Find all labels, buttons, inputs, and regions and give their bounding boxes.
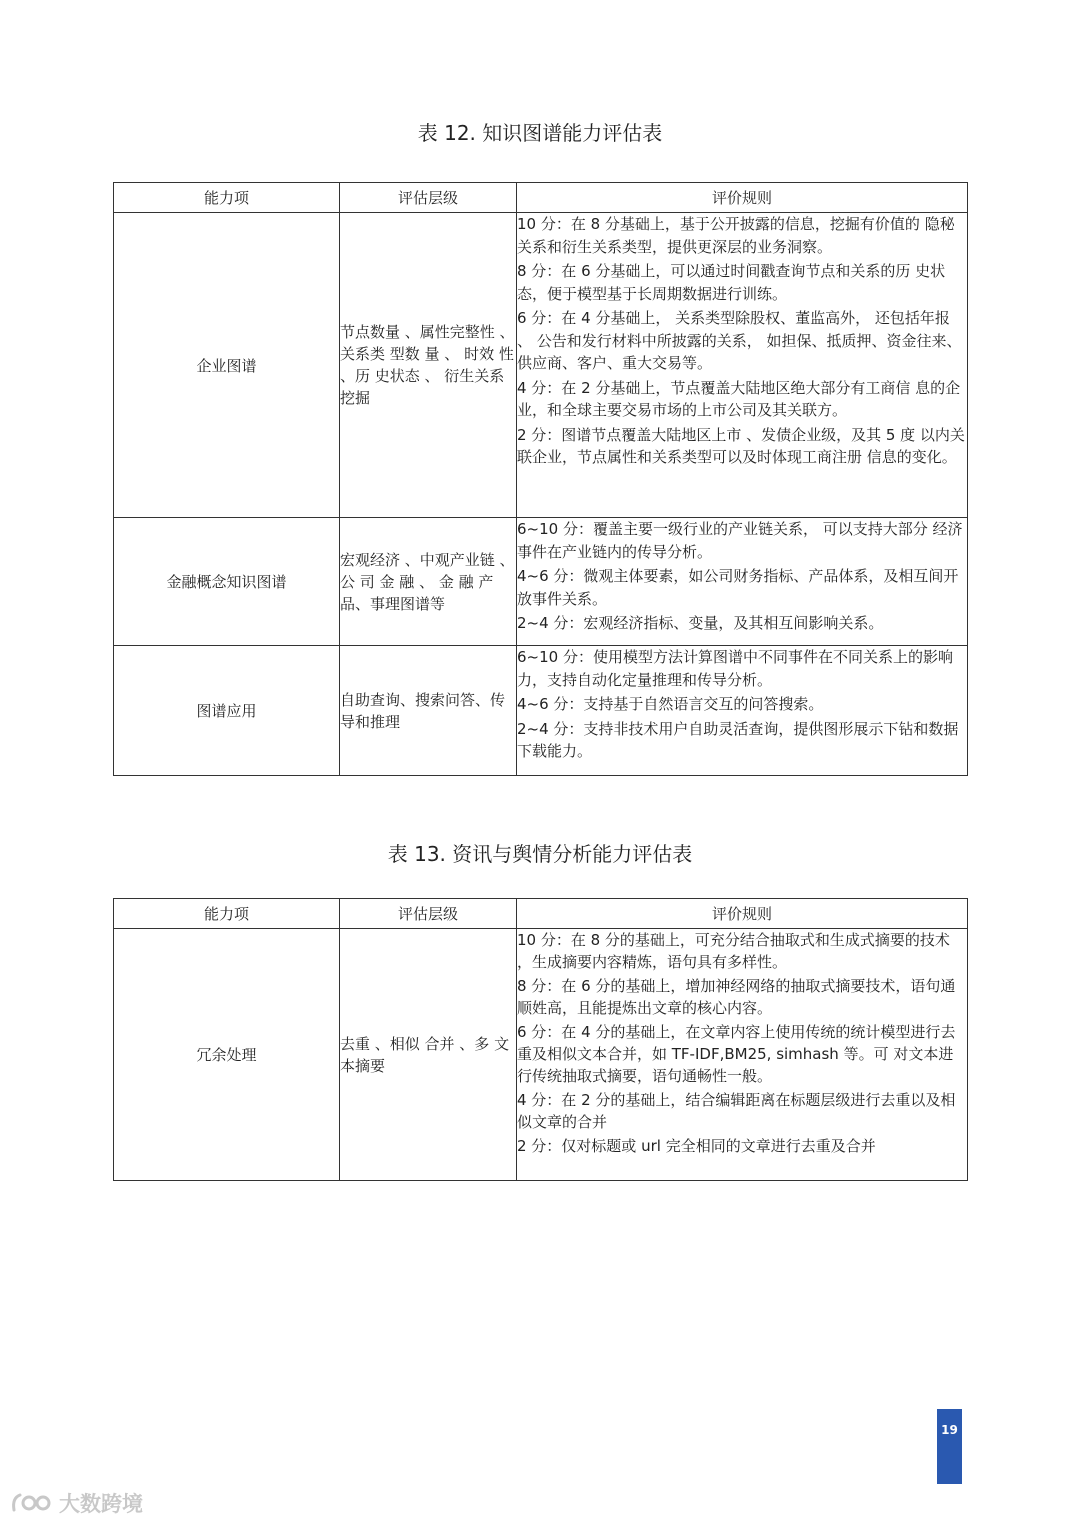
rule-line: 2 分：仅对标题或 url 完全相同的文章进行去重及合并: [517, 1137, 876, 1155]
table12-caption: 表 12. 知识图谱能力评估表: [417, 121, 663, 145]
header-level: 评估层级: [340, 183, 517, 213]
table-row: [114, 929, 968, 1181]
rule-line: 6~10 分：使用模型方法计算图谱中不同事件在不同关系上的影响力，支持自动化定量推理和传导分析。: [517, 648, 953, 689]
header-rules: 评价规则: [517, 183, 968, 213]
level-cell: 自助查询、搜索问答、传导和推理: [340, 646, 517, 776]
rules-cell: [517, 929, 968, 1181]
level-cell: 节点数量 、属性完整性 、关系类 型数 量 、 时效 性 、历 史状态 、 衍生关系挖掘: [340, 213, 517, 518]
rules-cell: [517, 646, 968, 776]
rule-line: 8 分：在 6 分的基础上，增加神经网络的抽取式摘要技术，语句通顺姓高，且能提炼出文章的核心内容。: [517, 977, 956, 1017]
header-capability: 能力项: [114, 183, 340, 213]
page-number: 19: [941, 1423, 958, 1437]
rule-line: 6 分：在 4 分基础上， 关系类型除股权、董监高外， 还包括年报 、 公告和发行材料中所披露的关系， 如担保、抵质押、资金往来、供应商、客户、重大交易等。: [517, 309, 962, 372]
table12: [113, 182, 968, 776]
capability-cell: 图谱应用: [114, 646, 340, 776]
rules-cell: [517, 518, 968, 646]
table-row: [114, 213, 968, 518]
table-row: [114, 518, 968, 646]
rule-line: 4~6 分：支持基于自然语言交互的问答搜索。: [517, 695, 824, 713]
level-cell: 宏观经济 、中观产业链 、 公 司 金 融 、 金 融 产品、事理图谱等: [340, 518, 517, 646]
table-header-row: [114, 183, 968, 213]
rule-line: 4 分：在 2 分的基础上，结合编辑距离在标题层级进行去重以及相似文章的合并: [517, 1091, 956, 1131]
rule-line: 2 分：图谱节点覆盖大陆地区上市 、发债企业级，及其 5 度 以内关联企业，节点属性和关系类型可以及时体现工商注册 信息的变化。: [517, 425, 965, 466]
rule-line: 6~10 分：覆盖主要一级行业的产业链关系， 可以支持大部分 经济事件在产业链内的传导分析。: [517, 520, 963, 561]
level-cell: 去重 、相似 合并 、多 文本摘要: [340, 929, 517, 1181]
page-number-tab: [937, 1409, 962, 1484]
capability-cell: 金融概念知识图谱: [114, 518, 340, 646]
rule-line: 6 分：在 4 分的基础上，在文章内容上使用传统的统计模型进行去重及相似文本合并，如 TF-IDF,BM25, simhash 等。可 对文本进行传统抽取式摘要，语句通畅性一般。: [517, 1023, 956, 1085]
header-level: 评估层级: [340, 899, 517, 929]
table-header-row: [114, 899, 968, 929]
rules-cell: [517, 213, 968, 518]
rule-line: 10 分：在 8 分基础上，基于公开披露的信息，挖掘有价值的 隐秘关系和衍生关系类型，提供更深层的业务洞察。: [517, 215, 955, 256]
rule-line: 10 分：在 8 分的基础上，可充分结合抽取式和生成式摘要的技术 ，生成摘要内容精炼，语句具有多样性。: [517, 931, 950, 971]
table13: [113, 898, 968, 1181]
watermark-text: 大数跨境: [59, 1492, 143, 1516]
rule-line: 2~4 分：支持非技术用户自助灵活查询，提供图形展示下钻和数据下载能力。: [517, 719, 959, 760]
rule-line: 4~6 分：微观主体要素，如公司财务指标、产品体系，及相互间开放事件关系。: [517, 567, 959, 608]
header-capability: 能力项: [114, 899, 340, 929]
capability-cell: 冗余处理: [114, 929, 340, 1181]
rule-line: 2~4 分：宏观经济指标、变量，及其相互间影响关系。: [517, 614, 884, 632]
table-row: [114, 646, 968, 776]
watermark: [10, 1488, 143, 1518]
capability-cell: 企业图谱: [114, 213, 340, 518]
table13-caption: 表 13. 资讯与舆情分析能力评估表: [387, 842, 693, 866]
rule-line: 4 分：在 2 分基础上，节点覆盖大陆地区绝大部分有工商信 息的企业，和全球主要交易市场的上市公司及其关联方。: [517, 378, 961, 419]
watermark-logo-icon: [10, 1490, 54, 1516]
header-rules: 评价规则: [517, 899, 968, 929]
rule-line: 8 分：在 6 分基础上，可以通过时间戳查询节点和关系的历 史状态，便于模型基于长周期数据进行训练。: [517, 262, 946, 303]
